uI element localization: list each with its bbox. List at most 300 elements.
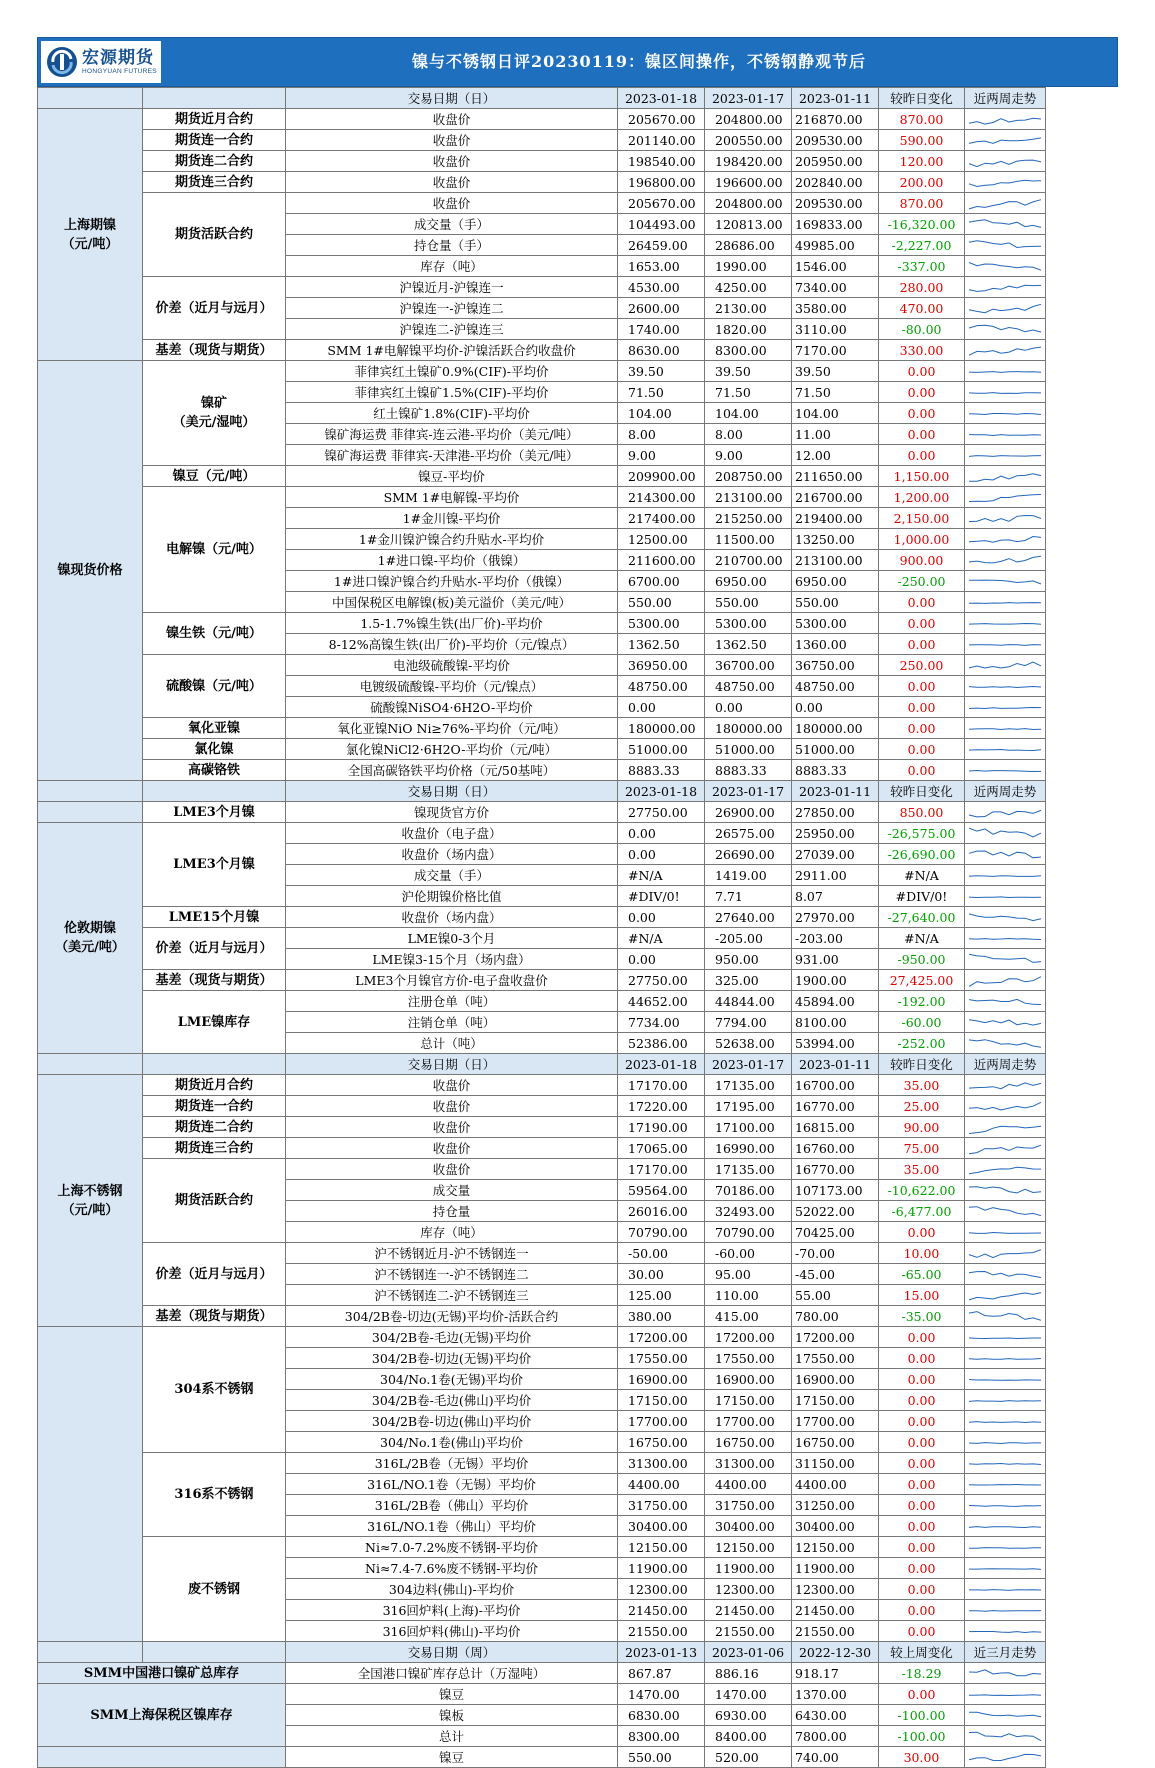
sparkline-trend-icon	[967, 134, 1043, 148]
indicator-name: 红土镍矿1.8%(CIF)-平均价	[286, 403, 618, 424]
trend-cell	[965, 466, 1046, 487]
trend-cell	[965, 760, 1046, 781]
value-cell: 201140.00	[618, 130, 705, 151]
indicator-name: 总计（吨）	[286, 1033, 618, 1054]
trend-cell	[965, 1243, 1046, 1264]
table-row	[38, 193, 1119, 214]
value-cell: 2130.00	[705, 298, 792, 319]
value-cell: 7170.00	[792, 340, 879, 361]
value-cell: 8300.00	[618, 1726, 705, 1747]
value-cell: 110.00	[705, 1285, 792, 1306]
change-cell: -100.00	[879, 1705, 965, 1726]
sparkline-trend-icon	[967, 974, 1043, 988]
value-cell: 213100.00	[792, 550, 879, 571]
value-cell: 27640.00	[705, 907, 792, 928]
value-cell: 7794.00	[705, 1012, 792, 1033]
value-cell: #N/A	[618, 865, 705, 886]
change-cell: 0.00	[879, 1495, 965, 1516]
value-cell: 27039.00	[792, 844, 879, 865]
sparkline-trend-icon	[967, 701, 1043, 715]
value-cell: 39.50	[618, 361, 705, 382]
change-cell: 590.00	[879, 130, 965, 151]
value-cell: 1820.00	[705, 319, 792, 340]
value-cell: 48750.00	[618, 676, 705, 697]
value-cell: 17150.00	[618, 1390, 705, 1411]
indicator-name: 8-12%高镍生铁(出厂价)-平均价（元/镍点）	[286, 634, 618, 655]
value-cell: 740.00	[792, 1747, 879, 1768]
value-cell: 16770.00	[792, 1159, 879, 1180]
sparkline-trend-icon	[967, 1163, 1043, 1177]
trend-cell	[965, 634, 1046, 655]
value-cell: 550.00	[618, 1747, 705, 1768]
value-cell: 7340.00	[792, 277, 879, 298]
trend-cell	[965, 1432, 1046, 1453]
value-cell: 17700.00	[792, 1411, 879, 1432]
value-cell: 31150.00	[792, 1453, 879, 1474]
indicator-name: 沪不锈钢连一-沪不锈钢连二	[286, 1264, 618, 1285]
change-cell: 250.00	[879, 655, 965, 676]
value-cell: 1370.00	[792, 1684, 879, 1705]
indicator-name: 沪镍连一-沪镍连二	[286, 298, 618, 319]
column-header: 2022-12-30	[792, 1642, 879, 1663]
value-cell: 204800.00	[705, 109, 792, 130]
value-cell: 205950.00	[792, 151, 879, 172]
subgroup-label: LME15个月镍	[143, 907, 286, 928]
value-cell: 520.00	[705, 1747, 792, 1768]
value-cell: 17700.00	[618, 1411, 705, 1432]
value-cell: 11.00	[792, 424, 879, 445]
value-cell: 550.00	[618, 592, 705, 613]
value-cell: 30.00	[618, 1264, 705, 1285]
header-blank-cell	[38, 1054, 143, 1075]
trend-cell	[965, 802, 1046, 823]
change-cell: 200.00	[879, 172, 965, 193]
value-cell: 27850.00	[792, 802, 879, 823]
indicator-name: 304边料(佛山)-平均价	[286, 1579, 618, 1600]
trend-cell	[965, 928, 1046, 949]
group-label: SMM上海保税区镍库存	[38, 1684, 286, 1747]
change-cell: 90.00	[879, 1117, 965, 1138]
indicator-name: 沪不锈钢连二-沪不锈钢连三	[286, 1285, 618, 1306]
value-cell: 26690.00	[705, 844, 792, 865]
change-cell: 120.00	[879, 151, 965, 172]
value-cell: 51000.00	[792, 739, 879, 760]
group-label	[38, 1747, 286, 1768]
indicator-name: 304/2B卷-切边(佛山)平均价	[286, 1411, 618, 1432]
value-cell: 0.00	[618, 823, 705, 844]
trend-cell	[965, 340, 1046, 361]
indicator-name: 沪不锈钢近月-沪不锈钢连一	[286, 1243, 618, 1264]
indicator-name: 镍矿海运费 菲律宾-天津港-平均价（美元/吨）	[286, 445, 618, 466]
sparkline-trend-icon	[967, 1352, 1043, 1366]
indicator-name: 库存（吨）	[286, 256, 618, 277]
indicator-name: 成交量（手）	[286, 865, 618, 886]
table-row	[38, 487, 1119, 508]
subgroup-label: 镍豆（元/吨）	[143, 466, 286, 487]
change-cell: 280.00	[879, 277, 965, 298]
value-cell: 4530.00	[618, 277, 705, 298]
sparkline-trend-icon	[967, 1226, 1043, 1240]
trend-cell	[965, 697, 1046, 718]
report-sheet	[37, 37, 1118, 1768]
subgroup-label: 废不锈钢	[143, 1537, 286, 1642]
value-cell: 867.87	[618, 1663, 705, 1684]
value-cell: 1470.00	[705, 1684, 792, 1705]
change-cell: 0.00	[879, 1579, 965, 1600]
sparkline-trend-icon	[967, 218, 1043, 232]
value-cell: 210700.00	[705, 550, 792, 571]
sparkline-trend-icon	[967, 1604, 1043, 1618]
value-cell: 17170.00	[618, 1159, 705, 1180]
trend-cell	[965, 676, 1046, 697]
trend-cell	[965, 1600, 1046, 1621]
table-row	[38, 1747, 1119, 1768]
sparkline-trend-icon	[967, 1289, 1043, 1303]
indicator-name: 成交量	[286, 1180, 618, 1201]
value-cell: 104493.00	[618, 214, 705, 235]
value-cell: 8883.33	[705, 760, 792, 781]
value-cell: 198540.00	[618, 151, 705, 172]
value-cell: 104.00	[705, 403, 792, 424]
sparkline-trend-icon	[967, 1331, 1043, 1345]
header-blank-cell	[143, 1054, 286, 1075]
value-cell: 104.00	[792, 403, 879, 424]
indicator-name: 注册仓单（吨）	[286, 991, 618, 1012]
value-cell: 52022.00	[792, 1201, 879, 1222]
sparkline-trend-icon	[967, 1121, 1043, 1135]
change-cell: -26,690.00	[879, 844, 965, 865]
table-row	[38, 802, 1119, 823]
trend-cell	[965, 1705, 1046, 1726]
value-cell: 17190.00	[618, 1117, 705, 1138]
value-cell: 1470.00	[618, 1684, 705, 1705]
trend-cell	[965, 592, 1046, 613]
change-cell: -18.29	[879, 1663, 965, 1684]
value-cell: 16700.00	[792, 1075, 879, 1096]
group-label: 上海期镍 （元/吨）	[38, 109, 143, 361]
trend-cell	[965, 1621, 1046, 1642]
change-cell: 0.00	[879, 424, 965, 445]
indicator-name: 1#进口镍沪镍合约升贴水-平均价（俄镍）	[286, 571, 618, 592]
indicator-name: Ni≈7.0-7.2%废不锈钢-平均价	[286, 1537, 618, 1558]
column-header: 2023-01-06	[705, 1642, 792, 1663]
trend-cell	[965, 1684, 1046, 1705]
value-cell: 0.00	[618, 907, 705, 928]
value-cell: 3110.00	[792, 319, 879, 340]
indicator-name: 304/2B卷-切边(无锡)平均价-活跃合约	[286, 1306, 618, 1327]
column-header: 2023-01-11	[792, 1054, 879, 1075]
group-label: SMM中国港口镍矿总库存	[38, 1663, 286, 1684]
sparkline-trend-icon	[967, 1394, 1043, 1408]
indicator-name: 316L/2B卷（无锡）平均价	[286, 1453, 618, 1474]
table-row	[38, 1075, 1119, 1096]
company-logo	[41, 41, 161, 83]
value-cell: 17200.00	[792, 1327, 879, 1348]
value-cell: 8630.00	[618, 340, 705, 361]
value-cell: 7734.00	[618, 1012, 705, 1033]
indicator-name: 库存（吨）	[286, 1222, 618, 1243]
table-row	[38, 928, 1119, 949]
indicator-name: 氧化亚镍NiO Ni≥76%-平均价（元/吨）	[286, 718, 618, 739]
sparkline-trend-icon	[967, 1751, 1043, 1765]
sparkline-trend-icon	[967, 722, 1043, 736]
indicator-name: SMM 1#电解镍-平均价	[286, 487, 618, 508]
value-cell: 209530.00	[792, 193, 879, 214]
change-cell: 0.00	[879, 382, 965, 403]
trend-cell	[965, 151, 1046, 172]
change-cell: -26,575.00	[879, 823, 965, 844]
sparkline-trend-icon	[967, 932, 1043, 946]
sparkline-trend-icon	[967, 512, 1043, 526]
value-cell: 59564.00	[618, 1180, 705, 1201]
table-row	[38, 1537, 1119, 1558]
indicator-name: 收盘价（场内盘）	[286, 844, 618, 865]
value-cell: 196600.00	[705, 172, 792, 193]
trend-cell	[965, 382, 1046, 403]
sparkline-trend-icon	[967, 155, 1043, 169]
indicator-name: 成交量（手）	[286, 214, 618, 235]
table-row	[38, 991, 1119, 1012]
trend-cell	[965, 1327, 1046, 1348]
table-row	[38, 907, 1119, 928]
indicator-name: 1.5-1.7%镍生铁(出厂价)-平均价	[286, 613, 618, 634]
header-blank-cell	[143, 88, 286, 109]
value-cell: -45.00	[792, 1264, 879, 1285]
sparkline-trend-icon	[967, 407, 1043, 421]
trend-cell	[965, 172, 1046, 193]
column-header: 较昨日变化	[879, 781, 965, 802]
sparkline-trend-icon	[967, 596, 1043, 610]
trend-cell	[965, 823, 1046, 844]
value-cell: 4400.00	[618, 1474, 705, 1495]
value-cell: 120813.00	[705, 214, 792, 235]
value-cell: 6930.00	[705, 1705, 792, 1726]
change-cell: 870.00	[879, 109, 965, 130]
sparkline-trend-icon	[967, 806, 1043, 820]
column-header: 近两周走势	[965, 781, 1046, 802]
value-cell: 52638.00	[705, 1033, 792, 1054]
sparkline-trend-icon	[967, 1079, 1043, 1093]
subgroup-label: 期货近月合约	[143, 109, 286, 130]
change-cell: -35.00	[879, 1306, 965, 1327]
value-cell: 1362.50	[705, 634, 792, 655]
sparkline-trend-icon	[967, 1457, 1043, 1471]
change-cell: 0.00	[879, 1411, 965, 1432]
value-cell: 0.00	[705, 697, 792, 718]
change-cell: 0.00	[879, 1516, 965, 1537]
value-cell: 16990.00	[705, 1138, 792, 1159]
sparkline-trend-icon	[967, 1541, 1043, 1555]
value-cell: 16770.00	[792, 1096, 879, 1117]
value-cell: 17550.00	[792, 1348, 879, 1369]
column-header: 2023-01-11	[792, 781, 879, 802]
value-cell: 12.00	[792, 445, 879, 466]
trend-cell	[965, 1495, 1046, 1516]
indicator-name: 电镀级硫酸镍-平均价（元/镍点）	[286, 676, 618, 697]
trend-cell	[965, 571, 1046, 592]
subgroup-label: 高碳铬铁	[143, 760, 286, 781]
column-header: 2023-01-11	[792, 88, 879, 109]
trend-cell	[965, 613, 1046, 634]
header-blank-cell	[38, 781, 143, 802]
indicator-name: 收盘价（电子盘）	[286, 823, 618, 844]
value-cell: 8400.00	[705, 1726, 792, 1747]
change-cell: 0.00	[879, 1474, 965, 1495]
value-cell: 219400.00	[792, 508, 879, 529]
value-cell: 550.00	[792, 592, 879, 613]
value-cell: 1653.00	[618, 256, 705, 277]
trend-cell	[965, 130, 1046, 151]
change-cell: 35.00	[879, 1075, 965, 1096]
value-cell: 208750.00	[705, 466, 792, 487]
value-cell: 8.07	[792, 886, 879, 907]
value-cell: 31250.00	[792, 1495, 879, 1516]
value-cell: 13250.00	[792, 529, 879, 550]
change-cell: 0.00	[879, 1222, 965, 1243]
value-cell: 6430.00	[792, 1705, 879, 1726]
trend-cell	[965, 1663, 1046, 1684]
value-cell: 55.00	[792, 1285, 879, 1306]
value-cell: 196800.00	[618, 172, 705, 193]
value-cell: 44844.00	[705, 991, 792, 1012]
indicator-name: 镍板	[286, 1705, 618, 1726]
value-cell: 107173.00	[792, 1180, 879, 1201]
value-cell: 17700.00	[705, 1411, 792, 1432]
sparkline-trend-icon	[967, 827, 1043, 841]
indicator-name: 收盘价	[286, 1159, 618, 1180]
value-cell: 21550.00	[792, 1621, 879, 1642]
indicator-name: 收盘价	[286, 1138, 618, 1159]
value-cell: 27750.00	[618, 802, 705, 823]
indicator-name: LME镍3-15个月（场内盘）	[286, 949, 618, 970]
sparkline-trend-icon	[967, 554, 1043, 568]
change-cell: 0.00	[879, 634, 965, 655]
change-cell: -80.00	[879, 319, 965, 340]
sparkline-trend-icon	[967, 617, 1043, 631]
value-cell: 49985.00	[792, 235, 879, 256]
value-cell: 213100.00	[705, 487, 792, 508]
value-cell: 32493.00	[705, 1201, 792, 1222]
value-cell: 8100.00	[792, 1012, 879, 1033]
value-cell: 204800.00	[705, 193, 792, 214]
value-cell: 16750.00	[792, 1432, 879, 1453]
change-cell: 0.00	[879, 592, 965, 613]
change-cell: 0.00	[879, 1432, 965, 1453]
sparkline-trend-icon	[967, 302, 1043, 316]
column-header: 较上周变化	[879, 1642, 965, 1663]
value-cell: #N/A	[618, 928, 705, 949]
value-cell: 21450.00	[705, 1600, 792, 1621]
value-cell: 51000.00	[618, 739, 705, 760]
change-cell: #N/A	[879, 928, 965, 949]
trend-cell	[965, 1516, 1046, 1537]
sparkline-trend-icon	[967, 1247, 1043, 1261]
change-cell: 0.00	[879, 1537, 965, 1558]
value-cell: 12500.00	[618, 529, 705, 550]
table-row	[38, 655, 1119, 676]
trend-cell	[965, 991, 1046, 1012]
sparkline-trend-icon	[967, 575, 1043, 589]
value-cell: 216870.00	[792, 109, 879, 130]
indicator-name: 304/2B卷-毛边(无锡)平均价	[286, 1327, 618, 1348]
value-cell: 36700.00	[705, 655, 792, 676]
indicator-name: 收盘价	[286, 109, 618, 130]
value-cell: 12300.00	[792, 1579, 879, 1600]
sparkline-trend-icon	[967, 869, 1043, 883]
value-cell: 26016.00	[618, 1201, 705, 1222]
value-cell: 11900.00	[705, 1558, 792, 1579]
change-cell: 27,425.00	[879, 970, 965, 991]
table-row	[38, 1138, 1119, 1159]
change-cell: 0.00	[879, 1600, 965, 1621]
indicator-name: SMM 1#电解镍平均价-沪镍活跃合约收盘价	[286, 340, 618, 361]
trend-cell	[965, 949, 1046, 970]
value-cell: 6950.00	[705, 571, 792, 592]
sparkline-trend-icon	[967, 1583, 1043, 1597]
sparkline-trend-icon	[967, 1730, 1043, 1744]
value-cell: 44652.00	[618, 991, 705, 1012]
change-cell: 0.00	[879, 1453, 965, 1474]
value-cell: 180000.00	[792, 718, 879, 739]
sparkline-trend-icon	[967, 1709, 1043, 1723]
trend-cell	[965, 1474, 1046, 1495]
value-cell: 8.00	[618, 424, 705, 445]
value-cell: 31300.00	[705, 1453, 792, 1474]
value-cell: #DIV/0!	[618, 886, 705, 907]
table-row	[38, 130, 1119, 151]
sparkline-trend-icon	[967, 1016, 1043, 1030]
trend-cell	[965, 1159, 1046, 1180]
trend-cell	[965, 886, 1046, 907]
change-cell: -950.00	[879, 949, 965, 970]
value-cell: 27970.00	[792, 907, 879, 928]
table-row	[38, 1159, 1119, 1180]
table-row	[38, 970, 1119, 991]
table-row	[38, 760, 1119, 781]
sparkline-trend-icon	[967, 1037, 1043, 1051]
change-cell: 0.00	[879, 445, 965, 466]
column-header: 2023-01-18	[618, 88, 705, 109]
value-cell: 1546.00	[792, 256, 879, 277]
change-cell: 0.00	[879, 697, 965, 718]
table-row	[38, 1096, 1119, 1117]
value-cell: 5300.00	[618, 613, 705, 634]
sparkline-trend-icon	[967, 1688, 1043, 1702]
change-cell: 0.00	[879, 676, 965, 697]
trend-cell	[965, 844, 1046, 865]
trend-cell	[965, 1033, 1046, 1054]
table-row	[38, 823, 1119, 844]
value-cell: 70790.00	[618, 1222, 705, 1243]
value-cell: 216700.00	[792, 487, 879, 508]
indicator-name: 沪镍近月-沪镍连一	[286, 277, 618, 298]
change-cell: -60.00	[879, 1012, 965, 1033]
change-cell: 0.00	[879, 1390, 965, 1411]
value-cell: 211650.00	[792, 466, 879, 487]
report-title: 镍与不锈钢日评20230119：镍区间操作，不锈钢静观节后	[411, 52, 867, 71]
subgroup-label: LME镍库存	[143, 991, 286, 1054]
value-cell: 21450.00	[618, 1600, 705, 1621]
value-cell: 205670.00	[618, 193, 705, 214]
trend-cell	[965, 1747, 1046, 1768]
indicator-name: 316L/2B卷（佛山）平均价	[286, 1495, 618, 1516]
value-cell: 17065.00	[618, 1138, 705, 1159]
trend-cell	[965, 1264, 1046, 1285]
value-cell: 71.50	[705, 382, 792, 403]
value-cell: 6830.00	[618, 1705, 705, 1726]
change-cell: -27,640.00	[879, 907, 965, 928]
column-header: 近三月走势	[965, 1642, 1046, 1663]
